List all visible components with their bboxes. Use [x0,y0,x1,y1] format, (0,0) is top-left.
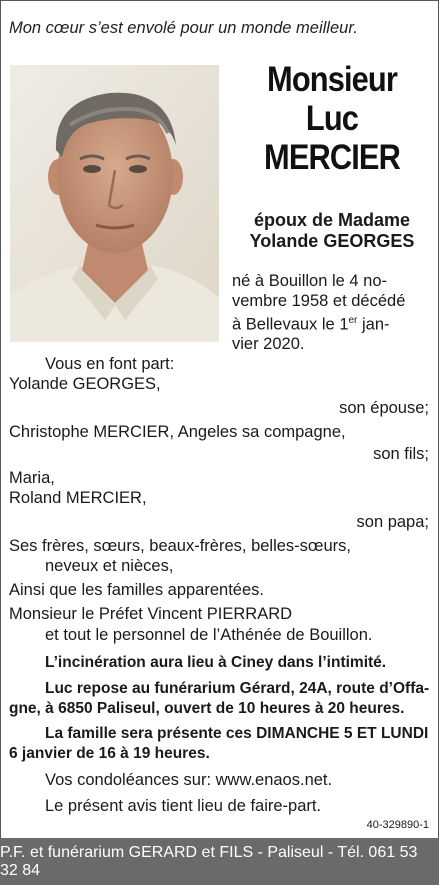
family-line-2: 6 janvier de 16 à 19 heures. [9,745,210,762]
dates-line-2: vembre 1958 et décédé [232,291,406,310]
family-line-1: La famille sera présente ces DIMANCHE 5 ET LUNDI [45,725,429,742]
rest-line-2: gne, à 6850 Paliseul, ouvert de 10 heures à 20 heures. [9,700,405,717]
first-name: Luc [305,99,359,138]
spouse-line-2: Yolande GEORGES [249,231,415,251]
prefect-line-2: et tout le personnel de l’Athénée de Bouillon. [45,626,373,644]
deceased-name [228,60,436,177]
spouse-info [228,210,436,252]
birth-death-dates [232,272,430,355]
footer-text: P.F. et funérarium GERARD et FILS - Paliseul - Tél. 061 53 32 84 [0,843,418,879]
spouse-line-1: époux de Madame [253,210,411,230]
dates-line-4: vier 2020. [232,335,305,353]
son-name: Christophe MERCIER, Angeles sa compagne, [9,423,346,441]
title: Monsieur [267,60,397,99]
dates-line-3-sup: er [348,315,358,326]
last-name: MERCIER [264,138,400,177]
rest-line-1: Luc repose au funérarium Gérard, 24A, route d’Offa- [45,680,430,697]
father-name-2: Roland MERCIER, [9,489,147,507]
notice-line: Le présent avis tient lieu de faire-part. [45,797,322,815]
dates-line-3-post: jan- [357,315,390,334]
funeral-home-footer [0,838,439,885]
wife-role: son épouse; [339,399,429,417]
father-role: son papa; [356,513,429,531]
siblings-line-1: Ses frères, sœurs, beaux-frères, belles-sœurs, [9,537,352,555]
dates-line-1: né à Bouillon le 4 no- [232,272,388,290]
dates-line-3-pre: à Bellevaux le 1 [232,315,349,334]
portrait-image [10,65,219,342]
siblings-line-2: neveux et nièces, [45,557,174,575]
wife-name: Yolande GEORGES, [9,375,161,393]
father-name-1: Maria, [9,469,55,487]
intro-text: Vous en font part: [45,355,175,373]
son-role: son fils; [373,445,429,463]
condolences-line: Vos condoléances sur: www.enaos.net. [45,771,333,789]
reference-number: 40-329890-1 [366,819,429,831]
dates-line-3 [232,311,430,335]
prefect-line-1: Monsieur le Préfet Vincent PIERRARD [9,605,293,623]
tagline: Mon cœur s’est envolé pour un monde meilleur. [9,19,358,37]
portrait-photo [10,65,219,342]
incineration-notice: L’incinération aura lieu à Ciney dans l’intimité. [45,654,387,671]
families-line: Ainsi que les familles apparentées. [9,581,264,599]
